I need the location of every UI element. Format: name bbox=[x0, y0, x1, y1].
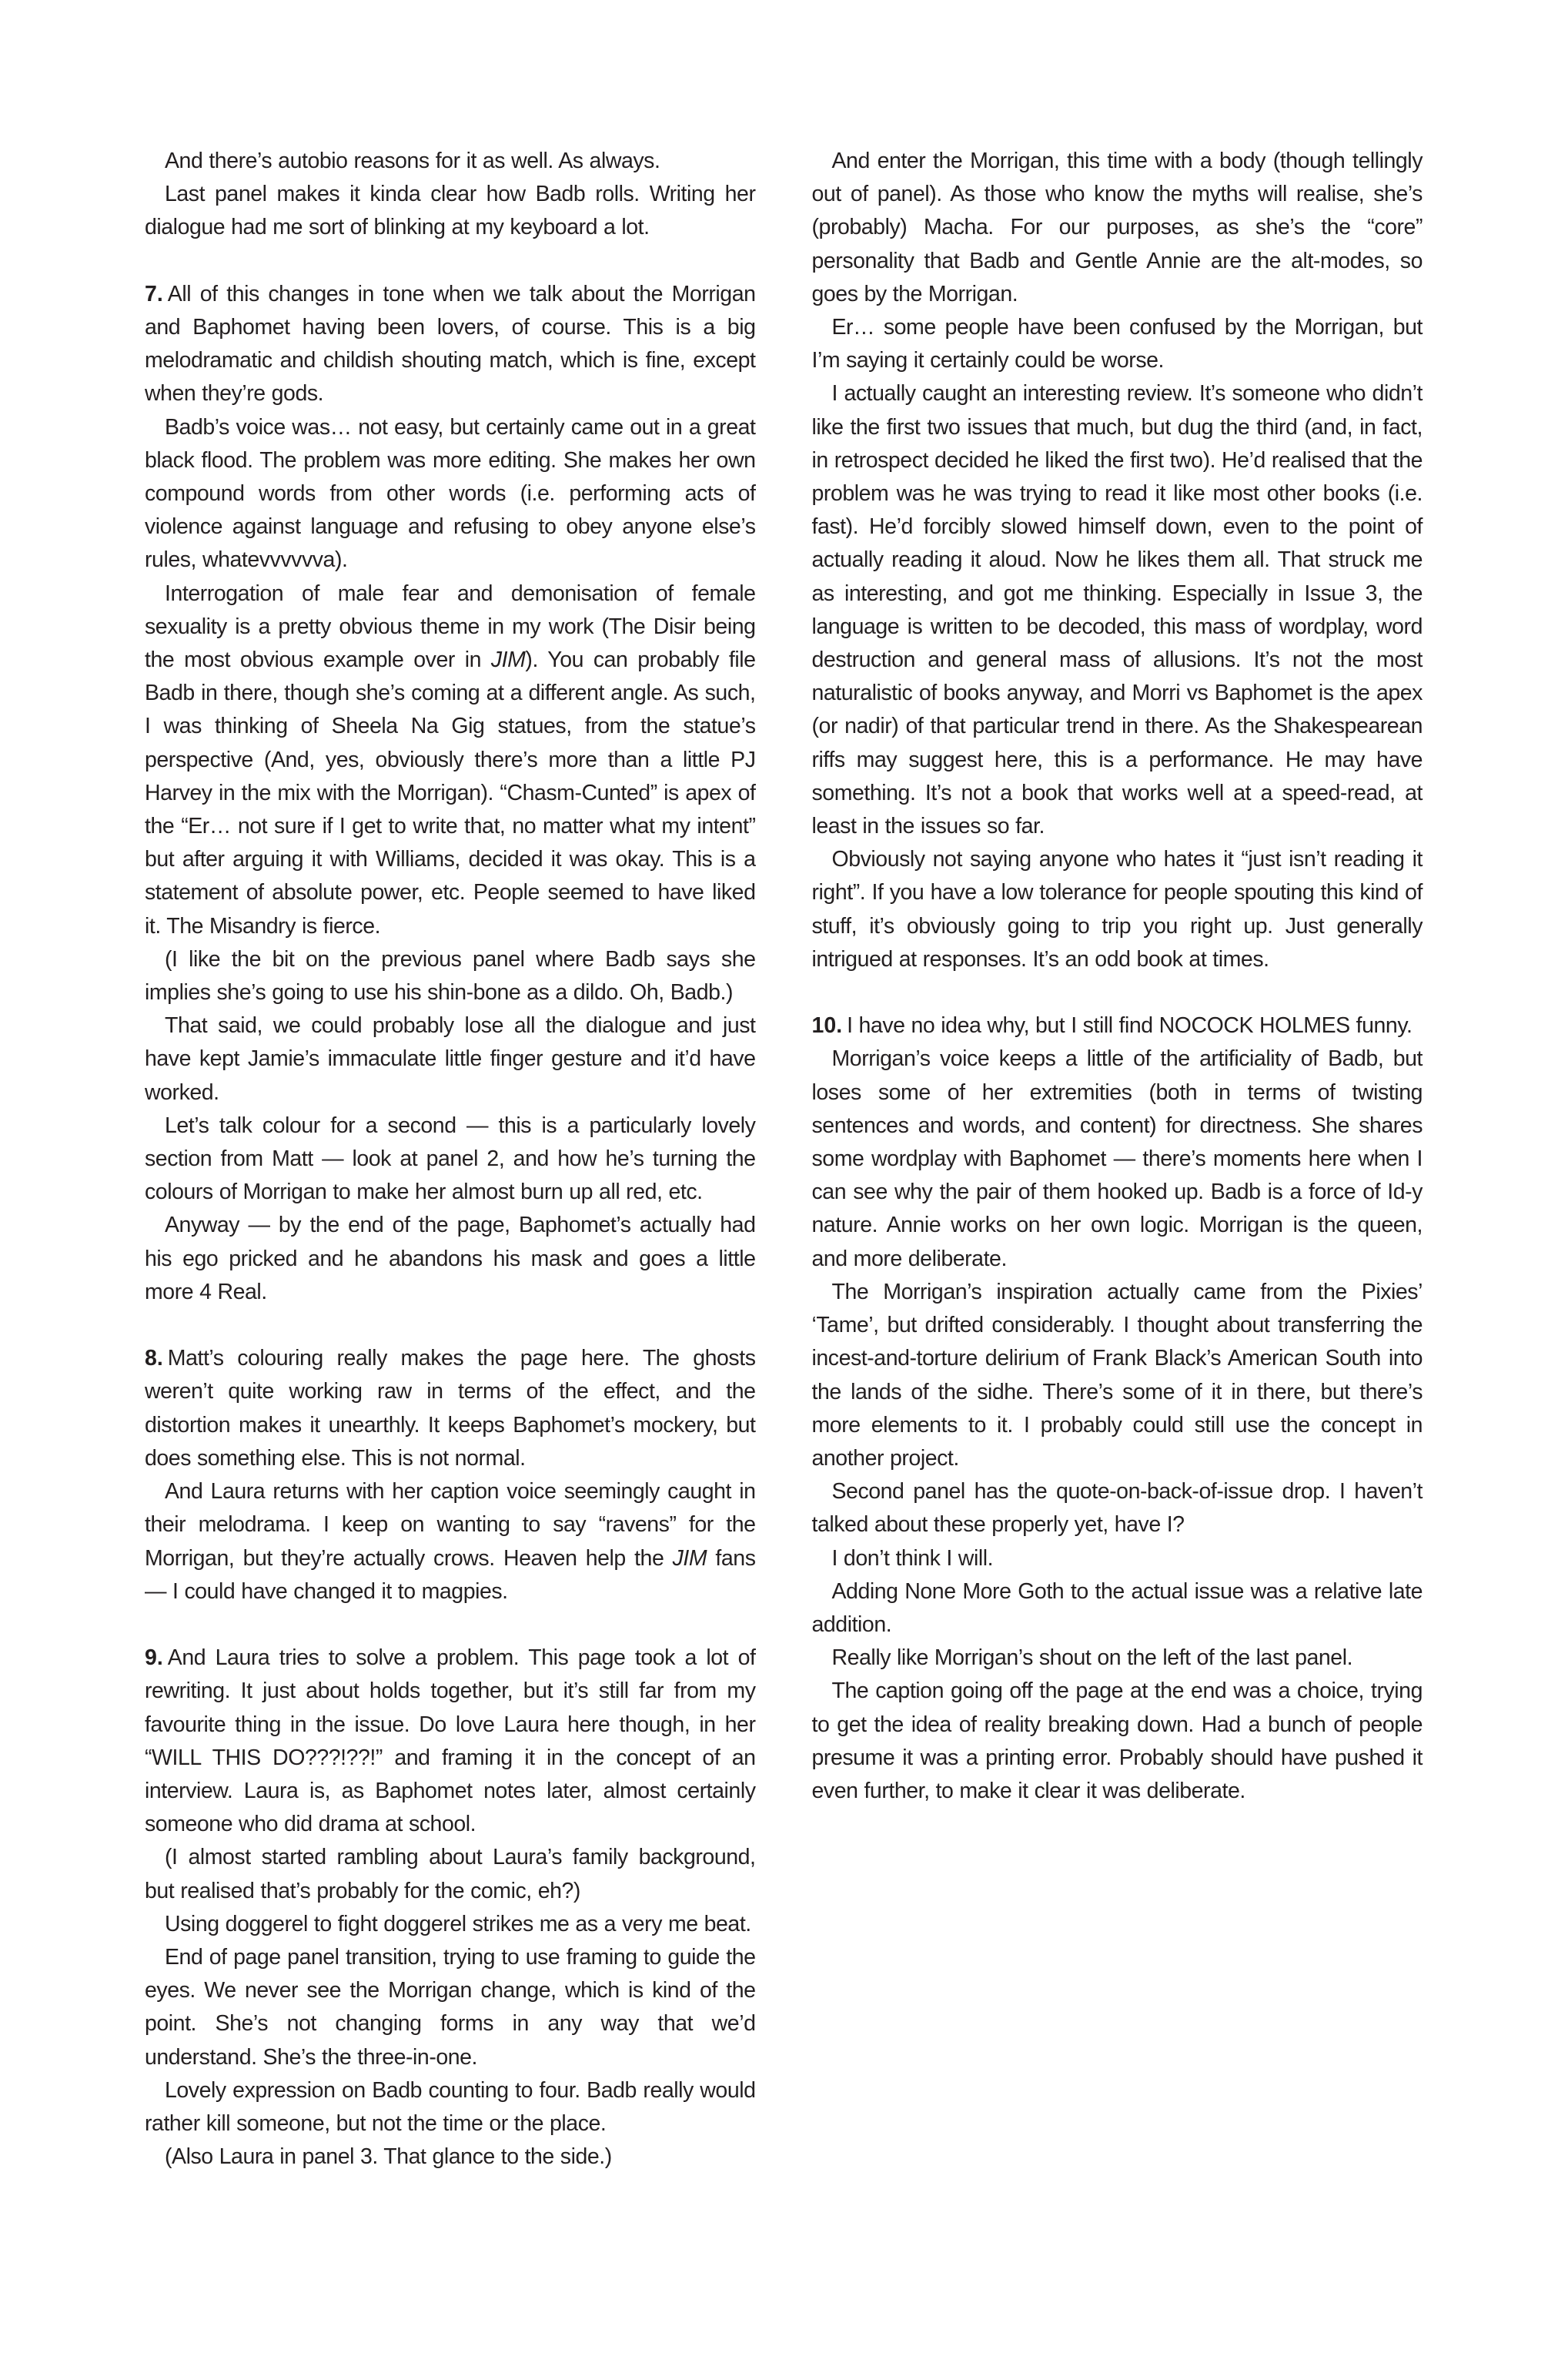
body-paragraph: (Also Laura in panel 3. That glance to the side.) bbox=[165, 2144, 612, 2170]
body-paragraph: Obviously not saying anyone who hates it “just isn’t reading it right”. If you have a low tolerance for people spouting this kind of stuff, it’s obviously going to trip you right up. Just generally intrigued at responses. It’s an odd book at times. bbox=[811, 847, 1423, 972]
body-paragraph: Adding None More Goth to the actual issue was a relative late addition. bbox=[811, 1578, 1423, 1637]
body-paragraph: I don’t think I will. bbox=[831, 1545, 994, 1571]
section-number: 10. bbox=[811, 1013, 843, 1039]
section-lead-text: All of this changes in tone when we talk about the Morrigan and Baphomet having been lovers, of course. This is a big melodramatic and childish shouting match, which is fine, except when they’re gods. bbox=[145, 281, 756, 407]
section-number: 8. bbox=[145, 1346, 163, 1371]
title-reference-italic: JIM bbox=[490, 648, 526, 673]
text-run: ). You can probably file Badb in there, though she’s coming at a different angle. As such, I was thinking of Sheela Na Gig statues, from the statue’s perspective (And, yes, obviously there’s more than a little PJ Harvey in the mix with the Morrigan). “Chasm-Cunted” is apex of the “Er… not sure if I get to write that, no matter what my intent” but after arguing it with Williams, decided it was okay. This is a statement of absolute power, etc. People seemed to have liked it. The Misandry is fierce. bbox=[145, 648, 756, 939]
body-paragraph: And enter the Morrigan, this time with a body (though tellingly out of panel). As those who know the myths will realise, she’s (probably) Macha. For our purposes, as she’s the “core” personality that Badb and Gentle Annie are the alt-modes, so goes by the Morrigan. bbox=[811, 149, 1423, 306]
body-paragraph: That said, we could probably lose all the dialogue and just have kept Jamie’s immaculate little finger gesture and it’d have worked. bbox=[145, 1013, 756, 1105]
body-paragraph: Er… some people have been confused by the Morrigan, but I’m saying it certainly could be worse. bbox=[811, 315, 1423, 373]
section-lead-text: And Laura tries to solve a problem. This page took a lot of rewriting. It just about holds together, but it’s still far from my favourite thing in the issue. Do love Laura here though, in her “WILL THIS DO???!??!” and framing it in the concept of an interview. Laura is, as Baphomet notes later, almost certainly someone who did drama at school. bbox=[145, 1645, 756, 1837]
two-column-article bbox=[145, 145, 1423, 2208]
section-number: 7. bbox=[145, 281, 163, 306]
body-paragraph: The caption going off the page at the end was a choice, trying to get the idea of reality breaking down. Had a bunch of people presume it was a printing error. Probably should have pushed it even further, to make it clear it was deliberate. bbox=[811, 1679, 1423, 1803]
body-paragraph: Let’s talk colour for a second — this is a particularly lovely section from Matt — look at panel 2, and how he’s turning the colours of Morrigan to make her almost burn up all red, etc. bbox=[145, 1113, 756, 1205]
body-paragraph: End of page panel transition, trying to use framing to guide the eyes. We never see the Morrigan change, which is kind of the point. She’s not changing forms in any way that we’d understand. She’s the three-in-one. bbox=[145, 1944, 756, 2070]
body-paragraph: Morrigan’s voice keeps a little of the artificiality of Badb, but loses some of her extremities (both in terms of twisting sentences and words, and content) for directness. She shares some wordplay with Baphomet — there’s moments here when I can see why the pair of them hooked up. Badb is a force of Id-y nature. Annie works on her own logic. Morrigan is the queen, and more deliberate. bbox=[811, 1046, 1423, 1271]
section-9-lead bbox=[145, 1642, 756, 1841]
body-paragraph bbox=[145, 577, 756, 943]
section-number: 9. bbox=[145, 1645, 163, 1671]
section-10-lead bbox=[812, 1009, 1423, 1043]
title-reference-italic: JIM bbox=[672, 1545, 707, 1571]
intro-paragraph: And there’s autobio reasons for it as well. As always. bbox=[165, 149, 660, 173]
text-run: And Laura returns with her caption voice seemingly caught in their melodrama. I keep on wanting to say “ravens” for the Morrigan, but they’re actually crows. Heaven help the bbox=[145, 1479, 756, 1571]
intro-paragraph: Last panel makes it kinda clear how Badb rolls. Writing her dialogue had me sort of blinking at my keyboard a lot. bbox=[145, 182, 756, 240]
section-7-lead bbox=[145, 278, 756, 411]
body-paragraph: I actually caught an interesting review. It’s someone who didn’t like the first two issues that much, but dug the third (and, in fact, in retrospect decided he liked the first two). He’d realised that the problem was he was trying to read it like most other books (i.e. fast). He’d forcibly slowed himself down, even to the point of actually reading it aloud. Now he likes them all. That struck me as interesting, and got me thinking. Especially in Issue 3, the language is written to be decoded, this mass of wordplay, word destruction and general mass of allusions. It’s not the most naturalistic of books anyway, and Morri vs Baphomet is the apex (or nadir) of that particular trend in there. As the Shakespearean riffs may suggest here, this is a performance. He may have something. It’s not a book that works well at a speed-read, at least in the issues so far. bbox=[811, 381, 1423, 839]
section-lead-text: I have no idea why, but I still find NOCOCK HOLMES funny. bbox=[847, 1013, 1413, 1039]
body-paragraph: Really like Morrigan’s shout on the left of the last panel. bbox=[831, 1645, 1353, 1671]
text-run: fans — I could have changed it to magpies. bbox=[145, 1545, 756, 1604]
body-paragraph: Anyway — by the end of the page, Baphomet’s actually had his ego pricked and he abandons his mask and goes a little more 4 Real. bbox=[145, 1213, 756, 1304]
body-paragraph bbox=[145, 1475, 756, 1608]
section-8-lead bbox=[145, 1342, 756, 1475]
text-run: Interrogation of male fear and demonisation of female sexuality is a pretty obvious theme in my work (The Disir being the most obvious example over in bbox=[145, 581, 756, 673]
body-paragraph: The Morrigan’s inspiration actually came from the Pixies’ ‘Tame’, but drifted considerably. I thought about transferring the incest-and-torture delirium of Frank Black’s American South into the lands of the sidhe. There’s some of it in there, but there’s more elements to it. I probably could still use the concept in another project. bbox=[811, 1279, 1423, 1471]
body-paragraph: Second panel has the quote-on-back-of-issue drop. I haven’t talked about these properly yet, have I? bbox=[811, 1479, 1423, 1538]
body-paragraph: Lovely expression on Badb counting to four. Badb really would rather kill someone, but not the time or the place. bbox=[145, 2077, 756, 2136]
body-paragraph: (I almost started rambling about Laura’s family background, but realised that’s probably for the comic, eh?) bbox=[145, 1845, 756, 1903]
body-paragraph: (I like the bit on the previous panel where Badb says she implies she’s going to use his shin-bone as a dildo. Oh, Badb.) bbox=[145, 946, 756, 1006]
section-lead-text: Matt’s colouring really makes the page here. The ghosts weren’t quite working raw in terms of the effect, and the distortion makes it unearthly. It keeps Baphomet’s mockery, but does something else. This is not normal. bbox=[145, 1346, 756, 1471]
body-paragraph: Using doggerel to fight doggerel strikes me as a very me beat. bbox=[165, 1911, 751, 1936]
body-paragraph: Badb’s voice was… not easy, but certainly came out in a great black flood. The problem was more editing. She makes her own compound words from other words (i.e. performing acts of violence against language and refusing to obey anyone else’s rules, whatevvvvvva). bbox=[145, 414, 756, 573]
